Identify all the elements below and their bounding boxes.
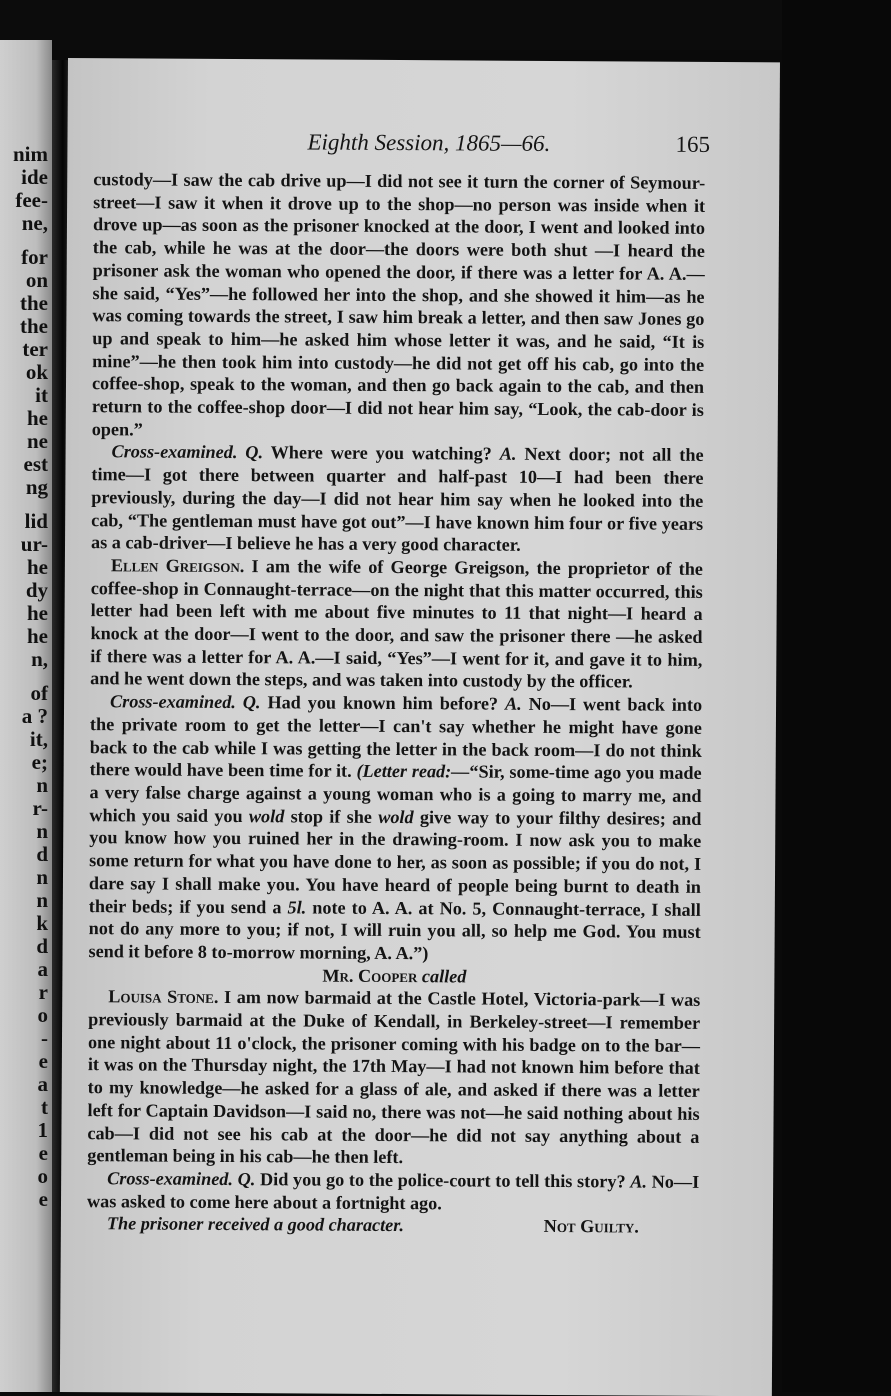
facing-page-fragment: a: [37, 957, 48, 981]
top-border: [0, 0, 891, 50]
facing-page-fragment: it: [35, 383, 48, 407]
facing-page-fragment: of: [30, 681, 48, 705]
facing-page-fragment: nim: [12, 142, 48, 166]
facing-page-fragment: ne,: [21, 211, 48, 235]
facing-page-fragment: o: [37, 1003, 48, 1027]
facing-page-fragment: k: [36, 911, 48, 935]
witness-name: Ellen Greigson.: [110, 555, 245, 577]
facing-page-fragment: e: [38, 1049, 48, 1073]
facing-page-fragment: est: [23, 452, 48, 476]
facing-page-fragment: n: [36, 773, 48, 797]
facing-page-fragment: o: [37, 1164, 48, 1188]
facing-page-fragment: he: [27, 624, 48, 648]
facing-page-fragment: ur-: [20, 532, 48, 556]
facing-page-fragment: t: [41, 1095, 48, 1119]
facing-page-fragment: n,: [31, 647, 48, 671]
facing-page-fragment: n: [36, 819, 48, 843]
running-head: [67, 128, 779, 162]
facing-page-fragment: fee-: [15, 188, 48, 212]
paragraph-witness-greigson: Ellen Greigson. I am the wife of George Greigson, the proprietor of the coffee-shop in Connaught-terrace—on the night that this matter occurred, this letter had been left with me about five minutes to 11 that night—I heard a knock at the door—I went to the door, and saw the prisoner there —he asked if there was a letter for A. A.—I said, “Yes”—I went for it, and gave it to him, and he went down the steps, and was taken into custody by the officer.: [90, 555, 703, 692]
facing-page-fragment: he: [27, 555, 48, 579]
facing-page-fragment: e: [38, 1187, 48, 1211]
right-border: [782, 0, 891, 1392]
facing-page-fragment: e;: [31, 750, 48, 774]
facing-page-fragment: on: [25, 268, 48, 292]
book-page: [60, 58, 780, 1396]
facing-page-fragment: ng: [25, 475, 48, 499]
facing-page-fragment: d: [36, 842, 48, 866]
facing-page-fragment: r-: [32, 796, 48, 820]
paragraph-cross-examination-final: Cross-examined. Q. Did you go to the police-court to tell this story? A. No—I was asked to come here about a fortnight ago.: [86, 1168, 700, 1213]
paragraph-witness-stone: Louisa Stone. I am now barmaid at the Castle Hotel, Victoria-park—I was previously barmaid at the Duke of Kendall, in Berkeley-street—I remember one night about 11 o'clock, the prisoner coming with his badge on to the bar—it was on the Thursday night, the 17th May—I had not known him before that to my knowledge—he asked for a glass of ale, and asked if there was a letter left for Captain Davidson—I said no, there was not—he said nothing about his cab—I did not see his cab at the door—he did not say anything about a gentleman being in his cab—he then left.: [87, 986, 701, 1168]
facing-page-fragment: r: [38, 980, 48, 1004]
page-number: 165: [675, 131, 711, 157]
character-note: The prisoner received a good character.: [106, 1213, 404, 1236]
facing-page-fragment: he: [27, 601, 48, 625]
page-body: [87, 168, 706, 1239]
facing-page-fragment: e: [38, 1141, 48, 1165]
facing-page-fragment: 1: [37, 1118, 48, 1142]
paragraph-cross-examination-letter: Cross-examined. Q. Had you known him before? A. No—I went back into the private room to get the letter—I can't say whether he might have gone back to the cab while I was getting the letter in the back room—I do not think there would have been time for it. (Letter read:—“Sir, some-time ago you made a very false charge against a young woman who is a going to marry me, and which you said you wold stop if she wold give way to your filthy desires; and you know how you ruined her in the drawing-room. I now ask you to make some return for what you have done to her, as soon as possible; if you do not, I dare say I shall make you. You have heard of people being burnt to death in their beds; if you send a 5l. note to A. A. at No. 5, Connaught-terrace, I shall not do any more to you; if not, I will ruin you all, so help me God. You must send it before 8 to-morrow morning, A. A.”): [88, 691, 703, 964]
facing-page-fragment: a: [37, 1072, 48, 1096]
verdict: Not Guilty.: [543, 1216, 639, 1237]
facing-page-fragment: -: [41, 1026, 48, 1050]
paragraph-testimony-continued: custody—I saw the cab drive up—I did not see it turn the corner of Seymour-street—I saw it when it drove up to the shop—no person was inside when it drove up—as soon as the prisoner knocked at the door, I went and looked into the cab, while he was at the door—the doors were both shut —I heard the prisoner ask the woman who opened the door, if there was a letter for A. A.—she said, “Yes”—he followed her into the shop, and she showed it him—as he was coming towards the street, I saw him break a letter, and then saw Jones go up and speak to him—he asked him whose letter it was, and he said, “It is mine”—he then took him into custody—he did not get off his cab, go into the coffee-shop, speak to the woman, and then go back again to the cab, and then return to the coffee-shop door—I did not hear him say, “Look, the cab-door is open.”: [91, 169, 706, 440]
facing-page-fragment: n: [36, 888, 48, 912]
facing-page-fragment: it,: [29, 727, 48, 751]
facing-page-fragment: a ?: [21, 704, 48, 728]
facing-page-fragment: ter: [22, 337, 48, 361]
facing-page-fragment: n: [36, 865, 48, 889]
running-head-title: Eighth Session, 1865—66.: [307, 129, 551, 156]
witness-called-heading: Mr. Cooper called: [322, 965, 467, 987]
facing-page-fragment: ne: [27, 429, 48, 453]
facing-page-fragment: he: [27, 406, 48, 430]
paragraph-cross-examination: Cross-examined. Q. Where were you watching? A. Next door; not all the time—I got there between quarter and half-past 10—I had been there previously, during the day—I did not hear him say when he looked into the cab, “The gentleman must have got out”—I have known him four or five years as a cab-driver—I believe he has a very good character.: [90, 441, 704, 556]
facing-page-fragment: dy: [25, 578, 48, 602]
facing-page-fragment: the: [20, 314, 48, 338]
facing-page-fragment: lid: [24, 509, 48, 533]
witness-name: Louisa Stone.: [108, 986, 219, 1008]
verdict-line: [87, 1212, 699, 1238]
facing-page-fragment: d: [36, 934, 48, 958]
facing-page-fragment: ok: [25, 360, 48, 384]
facing-page-edge: [0, 40, 52, 1392]
facing-page-fragment: for: [21, 245, 48, 269]
facing-page-fragment: the: [20, 291, 48, 315]
facing-page-fragment: ide: [21, 165, 48, 189]
